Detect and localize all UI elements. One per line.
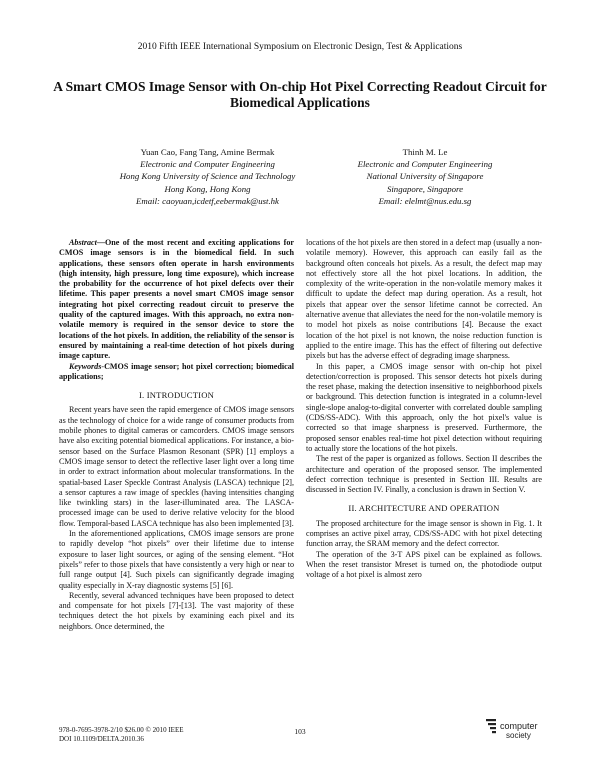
paragraph: In the aforementioned applications, CMOS image sensors are prone to rapidly develop “hot pixels” over their lifetime due to intense exposure to laser light sources, or aging of the sensing element. “Hot pixels” refer to those pixels that have consistently a very high or near to full range output [4]. Such pixels can significantly degrade imaging quality especially in X-ray diagnostic systems [5] [6]. xyxy=(59,529,294,590)
paragraph: locations of the hot pixels are then stored in a defect map (usually a non-volatile memory). However, this approach can easily fail as the background often conceals hot pixels. As a result, the defect map may not effectively store all the hot pixel locations. In addition, the complexity of the write-operation in the non-volatile memory makes it difficult to update the defect map during operation. As a result, hot pixels that appear over the sensor lifetime cannot be corrected. An alternative avenue that alleviates the need for the non-volatile memory is to model hot pixels as noise contributions [4]. Because the exact location of the hot pixel is not known, the noise reduction function is applied to the entire image. This has the effect of filtering out defective pixels but has the adverse effect of degrading image sharpness. xyxy=(306,238,542,361)
paragraph: The proposed architecture for the image sensor is shown in Fig. 1. It comprises an active pixel array, CDS/SS-ADC with hot pixel detecting function array, the SRAM memory and the defect corrector. xyxy=(306,518,542,549)
left-column xyxy=(59,238,294,632)
ieee-computer-society-logo-icon xyxy=(480,715,550,745)
conference-header: 2010 Fifth IEEE International Symposium on Electronic Design, Test & Applications xyxy=(137,42,463,52)
paper-title: A Smart CMOS Image Sensor with On-chip Hot Pixel Correcting Readout Circuit for Biomedical Applications xyxy=(53,79,547,110)
doi-line: DOI 10.1109/DELTA.2010.36 xyxy=(59,735,144,743)
author-location: Hong Kong, Hong Kong xyxy=(164,183,251,194)
logo-text: society xyxy=(506,731,531,740)
author-email: Email: caoyuan,icdetf,eebermak@ust.hk xyxy=(136,195,279,206)
paragraph: In this paper, a CMOS image sensor with on-chip hot pixel detection/correction is proposed. This sensor detects hot pixels during the reset phase, making the detection insensitive to neighborhood pixels or background. This detection function is integrated in a column-level single-slope analog-to-digital converter with correlated double sampling (CDS/SS-ADC). With this approach, only the hot pixel's value is corrected so that image sharpness is preserved. Furthermore, the proposed sensor enables real-time hot pixel detection without requiring to actually store the locations of the hot pixels. xyxy=(306,361,542,453)
author-org: National University of Singapore xyxy=(366,171,484,182)
section-heading-introduction: I. INTRODUCTION xyxy=(138,390,215,401)
isbn-line: 978-0-7695-3978-2/10 $26.00 © 2010 IEEE xyxy=(59,726,184,734)
abstract-label: Abstract xyxy=(69,238,97,247)
abstract xyxy=(59,238,294,362)
page-number: 103 xyxy=(294,727,306,736)
paragraph: Recent years have seen the rapid emergence of CMOS image sensors as the technology of choice for a wide range of consumer products from mobile phones to digital cameras or camcorders. CMOS image sensors have also exciting potential biomedical applications. For instance, a bio-sensor based on the Surface Plasmon Resonant (SPR) [1] employs a CMOS image sensor to detect the reflective laser light over a long time in order to extract information about molecular transformations. In the spatial-based Laser Speckle Contrast Analysis (LASCA) technique [2], a sensor captures a raw image of speckles (having intensities changing like twinkling stars) in the laser-illuminated area. The LASCA-processed image can be used to derive relative velocity for the blood flow. Temporal-based LASCA technique has also been implemented [3]. xyxy=(59,405,294,528)
abstract-text: —One of the most recent and exciting applications for CMOS image sensors is in the biomedical field. In such applications, these sensors often operate in harsh environments (high intensity, high pressure, long time exposure), which increase the probability for the occurrence of hot pixel defects over their lifetime. This paper presents a novel smart CMOS image sensor integrating hot pixel correcting readout circuit to preserve the quality of the captured images. With this approach, no extra non-volatile memory is required in the sensor device to store the locations of the hot pixels. In addition, the reliability of the sensor is ensured by maintaining a real-time detection of hot pixels during image capture. xyxy=(59,238,294,361)
author-block-2 xyxy=(320,146,530,207)
author-dept: Electronic and Computer Engineering xyxy=(140,159,275,170)
logo-text: computer xyxy=(500,721,538,731)
author-location: Singapore, Singapore xyxy=(386,183,464,194)
author-org: Hong Kong University of Science and Technology xyxy=(119,171,296,182)
author-names: Thinh M. Le xyxy=(402,147,448,157)
paragraph: Recently, several advanced techniques have been proposed to detect and compensate for hot pixels [7]-[13]. The vast majority of these techniques detect the hot pixels by examining each pixel and its neighbors. Once determined, the xyxy=(59,590,294,631)
author-email: Email: elelmt@nus.edu.sg xyxy=(378,195,472,206)
paragraph: The operation of the 3-T APS pixel can be explained as follows. When the reset transistor Mreset is turned on, the photodiode output voltage of a hot pixel is almost zero xyxy=(306,549,542,580)
author-block-1 xyxy=(90,146,325,207)
right-column xyxy=(306,238,542,581)
keywords-label: Keywords- xyxy=(69,361,105,371)
keywords-text: CMOS image sensor; hot pixel correction; biomedical applications; xyxy=(59,361,294,381)
paragraph: The rest of the paper is organized as follows. Section II describes the architecture and operation of the proposed sensor. The implemented defect correction technique is presented in Section III. Results are discussed in Section IV. Finally, a conclusion is drawn in Section V. xyxy=(306,454,542,495)
section-heading-architecture: II. ARCHITECTURE AND OPERATION xyxy=(348,503,500,514)
keywords xyxy=(59,362,294,383)
author-names: Yuan Cao, Fang Tang, Amine Bermak xyxy=(140,147,275,157)
author-dept: Electronic and Computer Engineering xyxy=(357,159,493,170)
